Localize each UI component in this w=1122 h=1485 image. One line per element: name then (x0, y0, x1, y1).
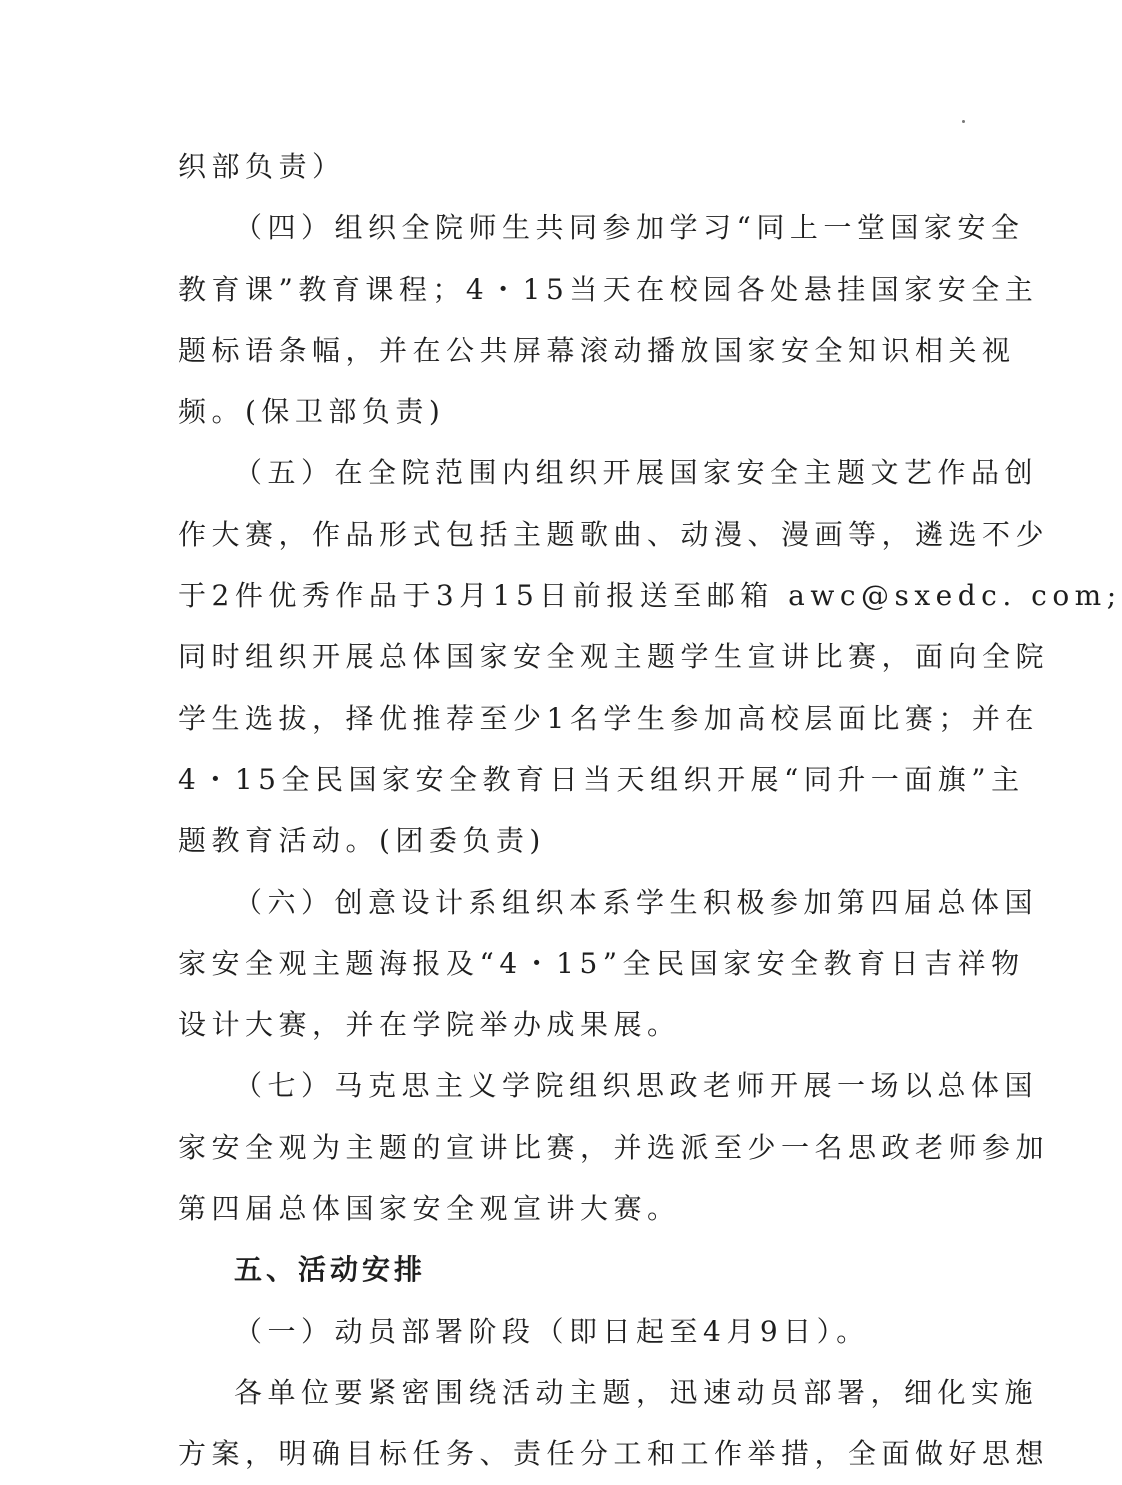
text-line: 同时组织开展总体国家安全观主题学生宣讲比赛，面向全院 (178, 640, 1050, 674)
text-line: （五）在全院范围内组织开展国家安全主题文艺作品创 (234, 456, 1039, 490)
text-line: 题教育活动。(团委负责) (178, 824, 546, 858)
text-line: 各单位要紧密围绕活动主题，迅速动员部署，细化实施 (234, 1375, 1039, 1409)
text-line: 作大赛，作品形式包括主题歌曲、动漫、漫画等，遴选不少 (178, 517, 1050, 551)
text-line: 频。(保卫部负责) (178, 395, 446, 429)
text-line: 教育课”教育课程；4・15当天在校园各处悬挂国家安全主 (178, 272, 1039, 306)
text-line: 设计大赛，并在学院举办成果展。 (178, 1008, 681, 1042)
section-heading: 五、活动安排 (234, 1253, 427, 1287)
body-text (178, 136, 1122, 1485)
text-line: 第四届总体国家安全观宣讲大赛。 (178, 1192, 681, 1226)
text-line: 学生选拔，择优推荐至少1名学生参加高校层面比赛；并在 (178, 701, 1039, 735)
text-line: 织部负责） (178, 150, 346, 183)
text-line: （四）组织全院师生共同参加学习“同上一堂国家安全 (234, 211, 1025, 245)
text-line: 题标语条幅，并在公共屏幕滚动播放国家安全知识相关视 (178, 333, 1016, 367)
scan-speck (962, 120, 965, 123)
text-line: 方案，明确目标任务、责任分工和工作举措，全面做好思想 (178, 1437, 1050, 1471)
text-line: （六）创意设计系组织本系学生积极参加第四届总体国 (234, 885, 1039, 919)
text-line: 4・15全民国家安全教育日当天组织开展“同升一面旗”主 (178, 762, 1025, 796)
text-line: 家安全观主题海报及“4・15”全民国家安全教育日吉祥物 (178, 946, 1025, 980)
text-line: 于2件优秀作品于3月15日前报送至邮箱 awc@sxedc. com; (178, 579, 1122, 613)
text-line: 家安全观为主题的宣讲比赛，并选派至少一名思政老师参加 (178, 1130, 1050, 1164)
text-line: （一）动员部署阶段（即日起至4月9日）。 (234, 1314, 870, 1348)
text-line: （七）马克思主义学院组织思政老师开展一场以总体国 (234, 1069, 1039, 1103)
